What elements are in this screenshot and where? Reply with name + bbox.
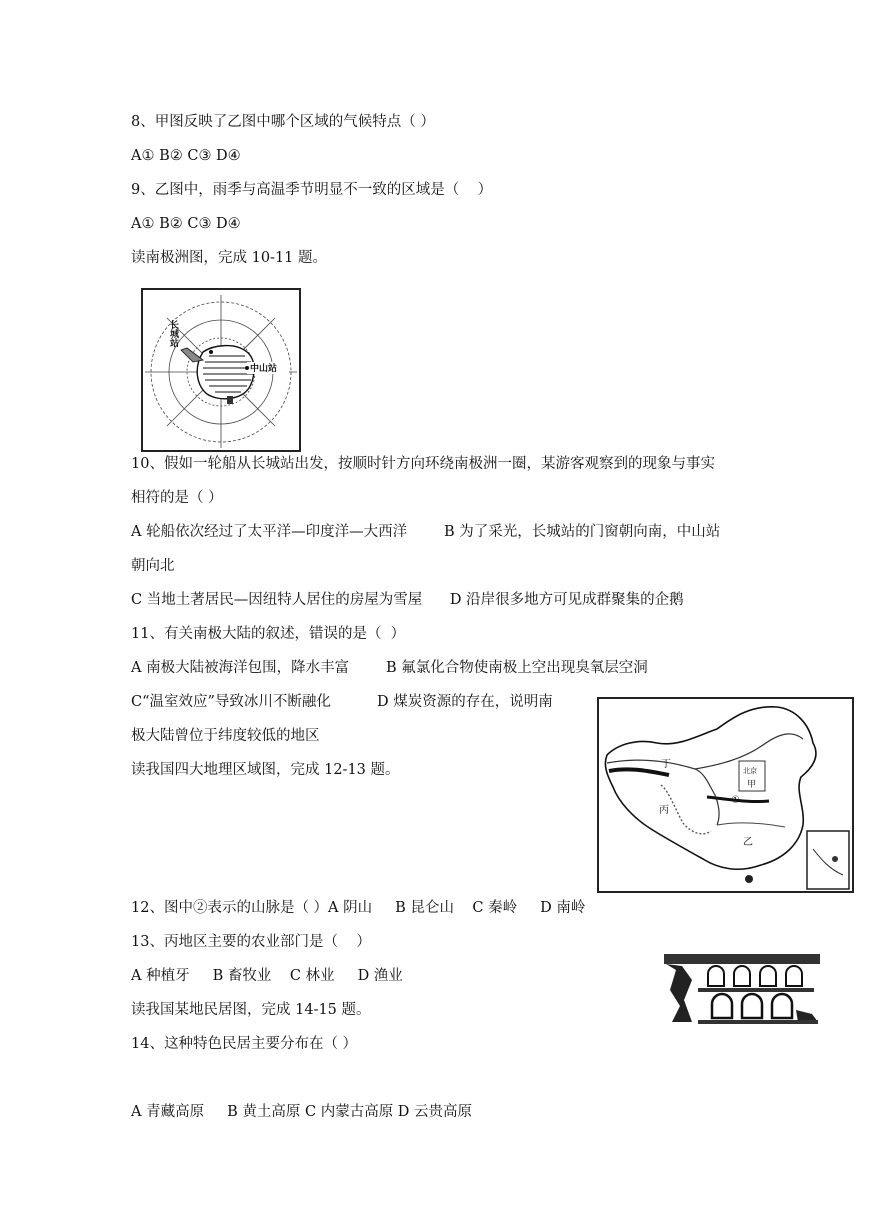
region-yi-label: 乙 [743,837,753,848]
dwelling-picture [662,950,822,1026]
question-11-options-ab: A 南极大陆被海洋包围，降水丰富 B 氟氯化合物使南极上空出现臭氧层空洞 [131,660,648,676]
intro-14-15: 读我国某地民居图，完成 14-15 题。 [131,1002,371,1018]
question-8: 8、甲图反映了乙图中哪个区域的气候特点（ ） [131,114,435,130]
question-10-line2: 相符的是（ ） [131,490,223,506]
question-8-options: A① B② C③ D④ [131,148,241,164]
question-12: 12、图中②表示的山脉是（ ）A 阴山 B 昆仑山 C 秦岭 D 南岭 [131,900,586,916]
zhongshan-station-marker [245,366,249,370]
question-14: 14、这种特色民居主要分布在（ ） [131,1036,358,1052]
question-11-options-cd-cont: 极大陆曾位于纬度较低的地区 [131,728,320,744]
intro-12-13: 读我国四大地理区域图，完成 12-13 题。 [131,762,400,778]
region-jia-label: 甲 [747,780,757,790]
question-13: 13、丙地区主要的农业部门是（ ） [131,934,371,950]
changcheng-station-marker [209,350,213,354]
changcheng-station-label: 长城站 [168,320,178,347]
beijing-label: 北京 [743,767,757,775]
question-9: 9、乙图中，雨季与高温季节明显不一致的区域是（ ） [131,182,493,198]
china-regions-map [597,697,854,893]
region-bing-label: 丙 [659,805,669,816]
question-13-options: A 种植牙 B 畜牧业 C 林业 D 渔业 [131,968,403,984]
question-14-options: A 青藏高原 B 黄土高原 C 内蒙古高原 D 云贵高原 [131,1104,473,1120]
marker-one-label: ① [731,795,740,806]
intro-10-11: 读南极洲图，完成 10-11 题。 [131,250,328,266]
question-10-options-ab-cont: 朝向北 [131,558,175,574]
question-11-options-cd: C“温室效应”导致冰川不断融化 D 煤炭资源的存在，说明南 [131,694,553,710]
question-10-line1: 10、假如一轮船从长城站出发，按顺时针方向环绕南极洲一圈，某游客观察到的现象与事实 [131,456,715,472]
zhongshan-station-label: 中山站 [250,364,278,374]
region-ding-label: 丁 [661,759,671,770]
question-10-options-ab: A 轮船依次经过了太平洋—印度洋—大西洋 B 为了采光，长城站的门窗朝向南，中山站 [131,524,721,540]
question-10-options-cd: C 当地土著居民—因纽特人居住的房屋为雪屋 D 沿岸很多地方可见成群聚集的企鹅 [131,592,684,608]
question-11: 11、有关南极大陆的叙述，错误的是（ ） [131,626,406,642]
question-9-options: A① B② C③ D④ [131,216,241,232]
antarctica-map [141,288,301,452]
